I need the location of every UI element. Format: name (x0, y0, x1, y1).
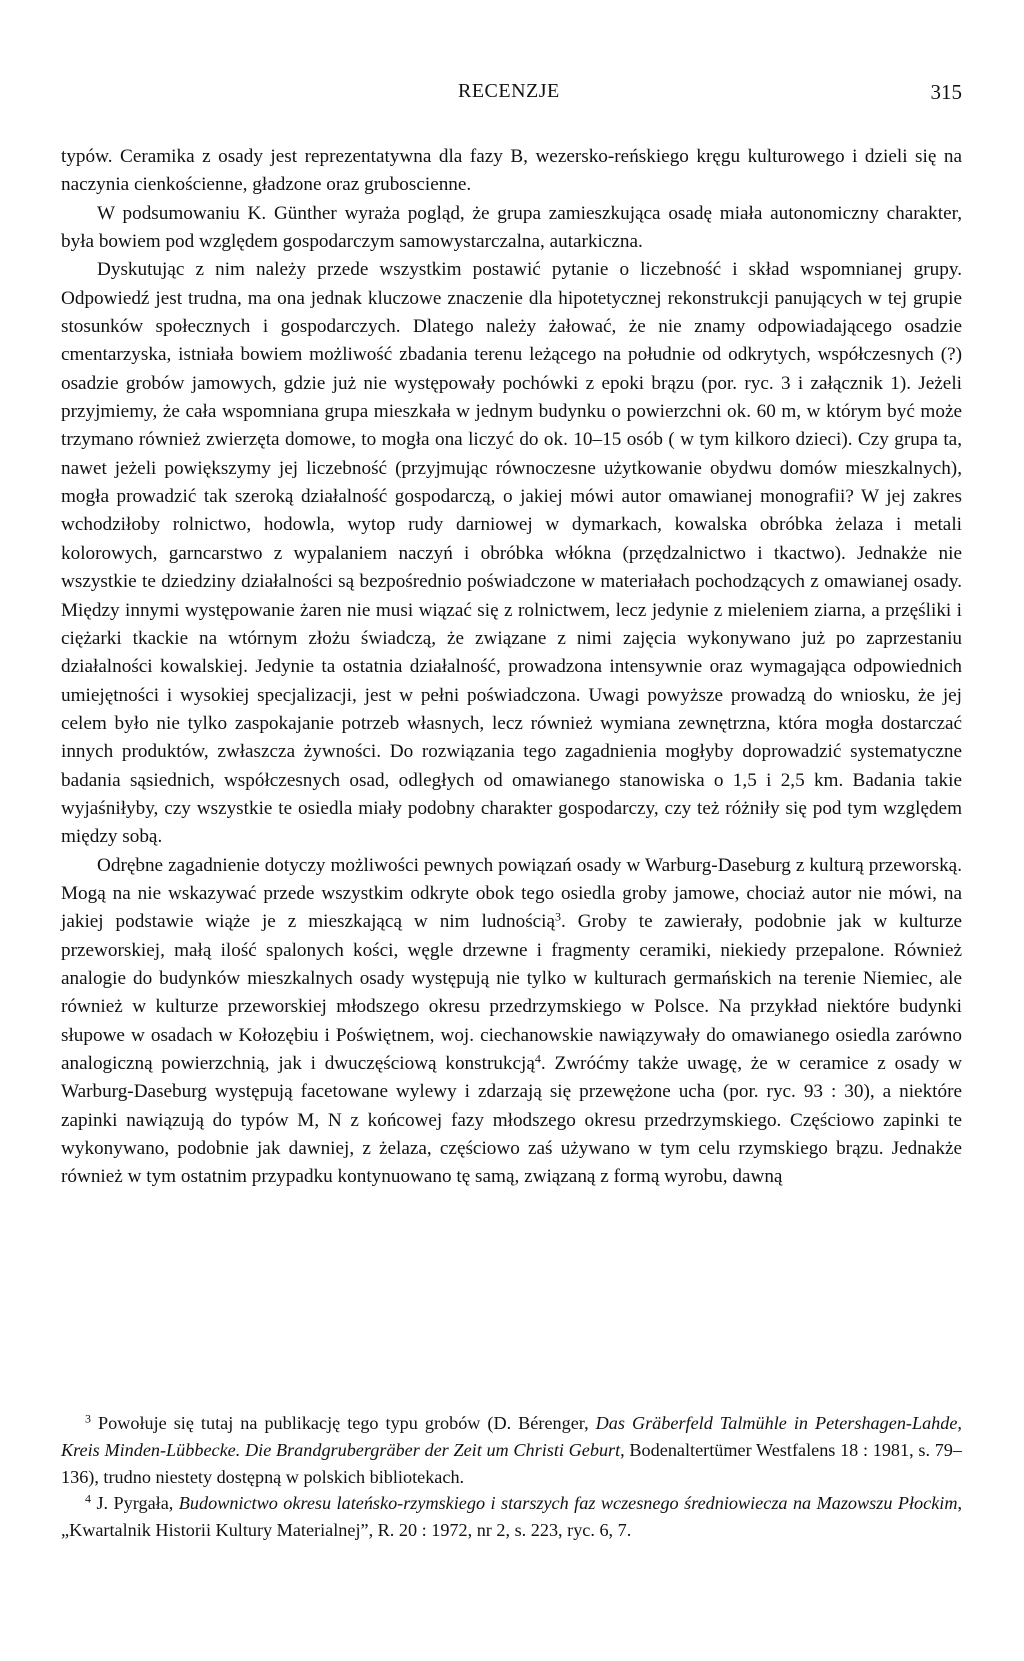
footnote-ref-3: 3 (555, 909, 562, 924)
running-title: RECENZJE (458, 80, 560, 102)
paragraph-4-text-b: . Groby te zawierały, podobnie jak w kulturze przeworskiej, małą ilość spalonych kości, węgle drzewne i fragmenty ceramiki, niekiedy przepalone. Również analogie do budynków mieszkalnych osady występują nie tylko w kulturach germańskich na terenie Niemiec, ale również w kulturze przeworskiej młodszego okresu przedrzymskiego w Polsce. Na przykład niektóre budynki słupowe w osadach w Kołozębiu i Poświętnem, woj. ciechanowskie nawiązywały do omawianego osiedla zarówno analogiczną powierzchnią, jak i dwuczęściową konstrukcją (61, 911, 962, 1074)
paragraph-4-text-a: Odrębne zagadnienie dotyczy możliwości pewnych powiązań osady w Warburg-Daseburg z kulturą przeworską. Mogą na nie wskazywać przede wszystkim odkryte obok tego osiedla groby jamowe, chociaż autor nie mówi, na jakiej podstawie wiąże je z mieszkającą w nim ludnością (61, 854, 962, 933)
main-text (61, 143, 962, 1192)
footnote-3-text-b: , Bodenaltertümer Westfalens 18 : 1981, s. 79–136), trudno niestety dostępną w polskich bibliotekach. (61, 1439, 962, 1487)
footnote-4-text-a: J. Pyrgała, (91, 1493, 179, 1514)
footnote-4-title: Budownictwo okresu lateńsko-rzymskiego i starszych faz wczesnego średniowiecza na Mazowszu Płockim (178, 1493, 958, 1514)
page-number: 315 (930, 80, 962, 104)
paragraph-4-text-c: . Zwróćmy także uwagę, że w ceramice z osady w Warburg-Daseburg występują facetowane wylewy i zdarzają się przewężone ucha (por. ryc. 93 : 30), a niektóre zapinki nawiązują do typów M, N z końcowej fazy młodszego okresu przedrzymskiego. Częściowo zapinki te wykonywano, podobnie jak dawniej, z żelaza, częściowo zaś używano w tym celu rzymskiego brązu. Jednakże również w tym ostatnim przypadku kontynuowano tę samą, związaną z formą wyrobu, dawną (61, 1053, 962, 1188)
paragraph-3: Dyskutując z nim należy przede wszystkim postawić pytanie o liczebność i skład wspomnianej grupy. Odpowiedź jest trudna, ma ona jednak kluczowe znaczenie dla hipotetycznej rekonstrukcji panujących w tej grupie stosunków społecznych i gospodarczych. Dlatego należy żałować, że nie znamy odpowiadającego osadzie cmentarzyska, istniała bowiem możliwość zbadania terenu leżącego na południe od odkrytych, współczesnych (?) osadzie grobów jamowych, gdzie już nie występowały pochówki z epoki brązu (por. ryc. 3 i załącznik 1). Jeżeli przyjmiemy, że cała wspomniana grupa mieszkała w jednym budynku o powierzchni ok. 60 m, w którym być może trzymano również zwierzęta domowe, to mogła ona liczyć do ok. 10–15 osób ( w tym kilkoro dzieci). Czy grupa ta, nawet jeżeli powiększymy jej liczebność (przyjmując równoczesne użytkowanie obydwu domów mieszkalnych), mogła prowadzić tak szeroką działalność gospodarczą, o jakiej mówi autor omawianej monografii? W jej zakres wchodziłoby rolnictwo, hodowla, wytop rudy darniowej w dymarkach, kowalska obróbka żelaza i metali kolorowych, garncarstwo z wypalaniem naczyń i obróbka włókna (przędzalnictwo i tkactwo). Jednakże nie wszystkie te dziedziny działalności są bezpośrednio poświadczone w materiałach pochodzących z omawianej osady. Między innymi występowanie żaren nie musi wiązać się z rolnictwem, lecz jedynie z mieleniem ziarna, a przęśliki i ciężarki tkackie na wtórnym złożu świadczą, że związane z nimi zajęcia wykonywano już po zaprzestaniu działalności kowalskiej. Jedynie ta ostatnia działalność, prowadzona intensywnie oraz wymagająca odpowiednich umiejętności i wysokiej specjalizacji, jest w pełni poświadczona. Uwagi powyższe prowadzą do wniosku, że jej celem było nie tylko zaspokajanie potrzeb własnych, lecz również wymiana zewnętrzna, która mogła dostarczać innych produktów, zwłaszcza żywności. Do rozwiązania tego zagadnienia mogłyby doprowadzić systematyczne badania sąsiednich, współczesnych osad, odległych od omawianego stanowiska o 1,5 i 2,5 km. Badania takie wyjaśniłyby, czy wszystkie te osiedla miały podobny charakter gospodarczy, czy też różniły się pod tym względem między sobą. (61, 259, 962, 848)
paragraph-2: W podsumowaniu K. Günther wyraża pogląd, że grupa zamieszkująca osadę miała autonomiczny charakter, była bowiem pod względem gospodarczym samowystarczalna, autarkiczna. (61, 202, 962, 253)
footnote-3-title: Das Gräberfeld Talmühle in Petershagen-Lahde, Kreis Minden-Lübbecke. Die Brandgrubergräber der Zeit um Christi Geburt (61, 1413, 962, 1460)
footnote-4-text-b: , „Kwartalnik Historii Kultury Materialnej”, R. 20 : 1972, nr 2, s. 223, ryc. 6, 7. (61, 1493, 963, 1541)
footnote-3-marker: 3 (85, 1411, 91, 1426)
footnote-ref-4: 4 (534, 1051, 541, 1066)
footnote-4-marker: 4 (85, 1491, 91, 1506)
footnotes (61, 1410, 962, 1544)
paragraph-4 (61, 852, 962, 1192)
paragraph-1: typów. Ceramika z osady jest reprezentatywna dla fazy B, wezersko-reńskiego kręgu kulturowego i dzieli się na naczynia cienkościenne, gładzone oraz gruboscienne. (61, 146, 962, 196)
footnote-4 (61, 1490, 962, 1544)
running-head (0, 80, 1024, 110)
footnote-3-text-a: Powołuje się tutaj na publikację tego typu grobów (D. Bérenger, (91, 1413, 596, 1433)
footnote-3 (61, 1410, 962, 1490)
